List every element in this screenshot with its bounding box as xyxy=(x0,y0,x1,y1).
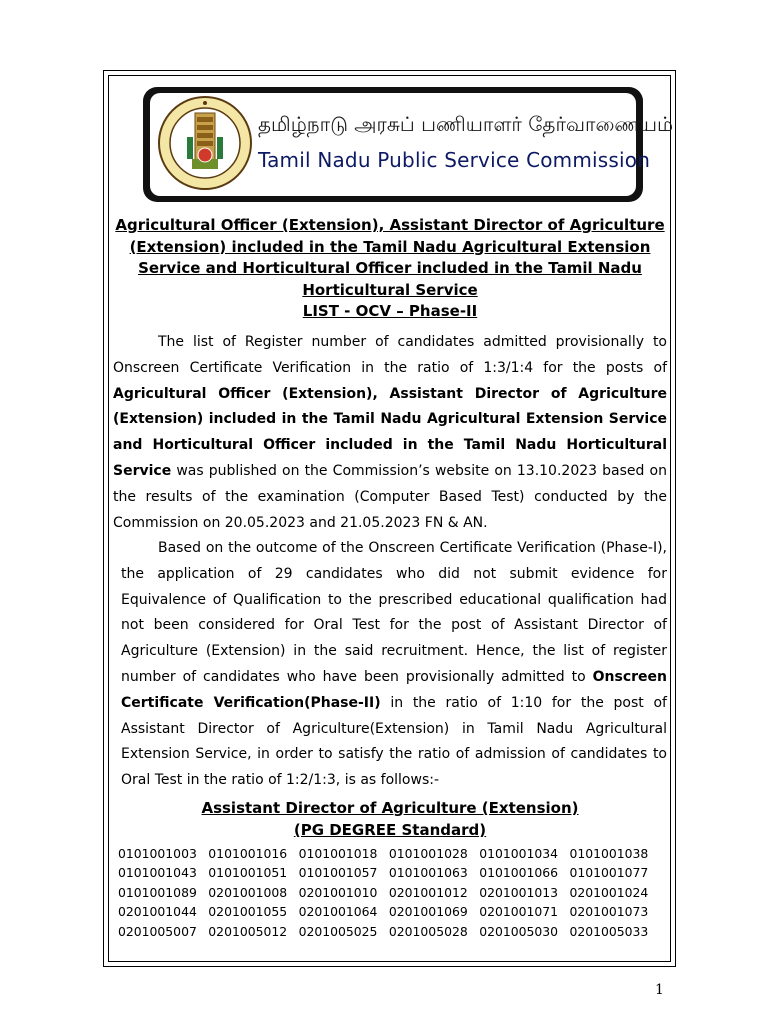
phase2-text-end: in the ratio of 1:10 for the post of Assistant Director of Agriculture(Extension) in Tamil Nadu Agricultural Extension Service, in order to satisfy the ratio of admission of candidates to Oral Test in the ratio of 1:2/1:3, is as follows:- xyxy=(121,694,667,789)
register-number-cell: 0101001034 xyxy=(479,846,559,861)
register-number-table xyxy=(118,845,658,940)
register-number-cell: 0101001043 xyxy=(118,865,197,881)
title-line: Service and Horticultural Officer included in the Tamil Nadu xyxy=(138,259,642,277)
phase2-text: Based on the outcome of the Onscreen Certificate Verification (Phase-I), the application of 29 candidates who did not submit evidence for Equivalence of Qualification to the prescribed educational qualification had not been considered for Oral Test for the post of Assistant Director of Agriculture (Extension) in the said recruitment. Hence, the list of register number of candidates who have been provisionally admitted to xyxy=(121,540,667,685)
register-number-cell: 0201001071 xyxy=(479,904,559,920)
register-number-cell: 0101001051 xyxy=(208,865,288,881)
register-number-cell: 0101001016 xyxy=(208,846,288,861)
register-number-cell: 0201005028 xyxy=(388,923,468,939)
register-number-cell: 0201001073 xyxy=(569,904,649,920)
intro-text: The list of Register number of candidates admitted provisionally to Onscreen Certificate Verification in the ratio of 1:3/1:4 for the posts of xyxy=(113,334,667,376)
register-number-cell: 0201001008 xyxy=(208,884,288,900)
register-number-cell: 0101001038 xyxy=(569,846,649,861)
commission-tamil-name: தமிழ்நாடு அரசுப் பணியாளர் தேர்வாணையம் xyxy=(258,112,674,136)
document-title xyxy=(110,215,670,323)
tnpsc-emblem-logo xyxy=(157,95,253,191)
register-number-cell: 0101001003 xyxy=(118,846,197,861)
intro-posts-bold: Agricultural Officer (Extension), Assistant Director of Agriculture (Extension) included in the Tamil Nadu Agricultural Extension Service and Horticultural Officer included in the Tamil Nadu Horticultural Service xyxy=(113,385,667,479)
phase2-ocv-bold: Onscreen Certificate Verification(Phase-II) xyxy=(121,668,667,711)
title-line: (Extension) included in the Tamil Nadu Agricultural Extension xyxy=(129,237,651,256)
intro-paragraph xyxy=(113,330,667,536)
register-number-cell: 0101001077 xyxy=(569,865,649,881)
register-number-cell: 0101001089 xyxy=(118,884,197,900)
register-number-cell: 0201005033 xyxy=(569,923,649,939)
register-number-cell: 0201005030 xyxy=(479,923,559,939)
register-number-cell: 0201001064 xyxy=(298,904,378,920)
post-name: Assistant Director of Agriculture (Extension) xyxy=(201,799,579,817)
register-number-cell: 0101001057 xyxy=(298,865,378,881)
register-number-cell: 0201001013 xyxy=(479,884,559,900)
register-number-cell: 0201005007 xyxy=(118,923,197,939)
page-number: 1 xyxy=(655,982,664,998)
register-number-cell: 0201001055 xyxy=(208,904,288,920)
register-number-cell: 0201001044 xyxy=(118,904,197,920)
register-number-cell: 0201001010 xyxy=(298,884,378,900)
register-number-cell: 0201001024 xyxy=(569,884,649,900)
post-heading xyxy=(110,797,670,841)
register-number-cell: 0101001018 xyxy=(298,846,378,861)
register-number-cell: 0101001063 xyxy=(388,865,468,881)
register-number-cell: 0201001012 xyxy=(388,884,468,900)
intro-text-end: was published on the Commission’s website on 13.10.2023 based on the results of the examination (Computer Based Test) conducted by the Commission on 20.05.2023 and 21.05.2023 FN & AN. xyxy=(113,462,667,531)
register-number-cell: 0201005025 xyxy=(298,923,378,939)
title-line: Horticultural Service xyxy=(302,280,478,299)
title-line: Agricultural Officer (Extension), Assistant Director of Agriculture xyxy=(115,216,665,234)
register-number-cell: 0101001028 xyxy=(388,846,468,861)
phase2-paragraph xyxy=(121,536,667,794)
list-phase-label: LIST - OCV – Phase-II xyxy=(302,302,478,320)
register-number-cell: 0201001069 xyxy=(388,904,468,920)
post-standard: (PG DEGREE Standard) xyxy=(293,821,487,839)
register-number-cell: 0201005012 xyxy=(208,923,288,939)
register-number-cell: 0101001066 xyxy=(479,865,559,881)
commission-english-name: Tamil Nadu Public Service Commission xyxy=(258,148,651,172)
